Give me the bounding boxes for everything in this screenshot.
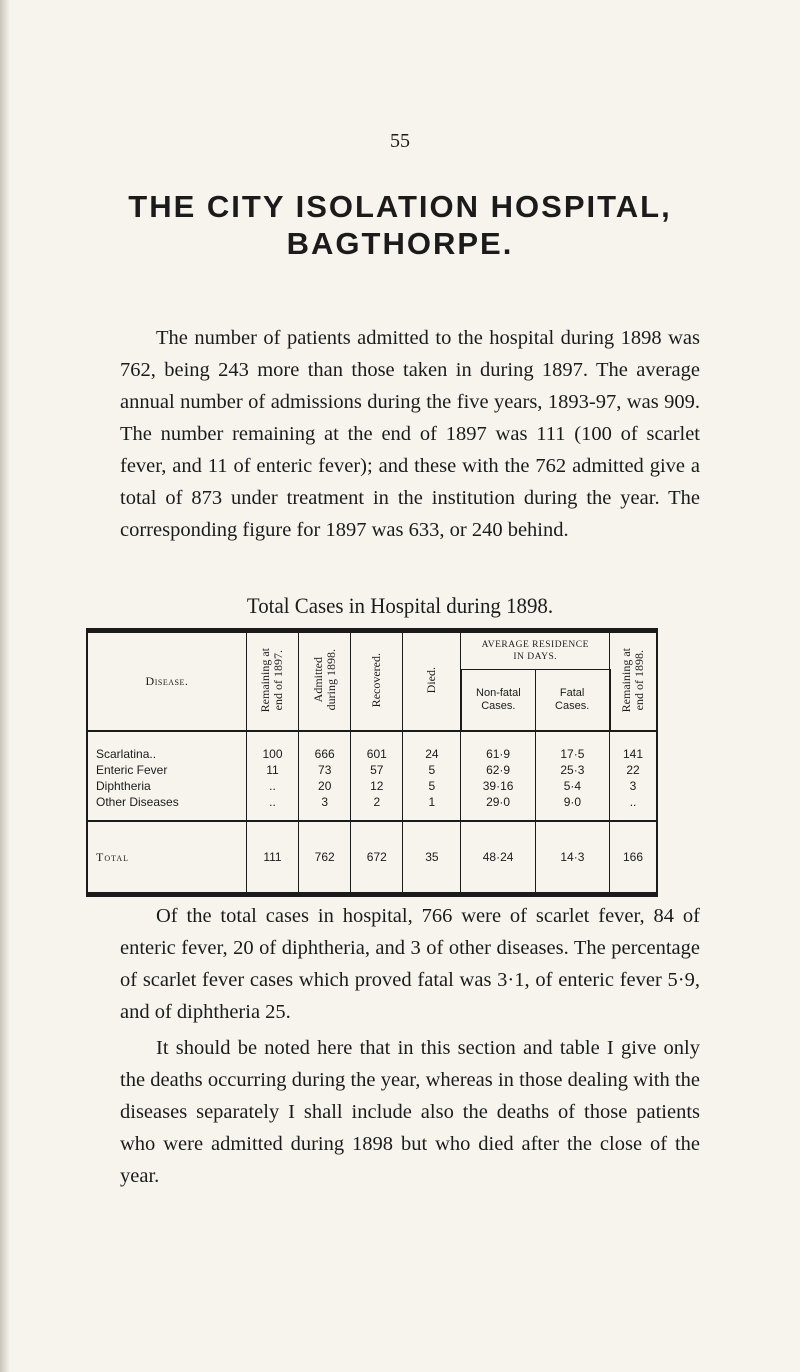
col-header-disease: Disease. xyxy=(87,631,246,732)
cell-remaining-1898: .. xyxy=(610,794,657,810)
cell-non-fatal: 62·9 xyxy=(461,762,535,778)
cell-died: 1 xyxy=(403,794,461,810)
cell-disease: Scarlatina.. xyxy=(87,746,246,762)
cell-disease: Diphtheria xyxy=(87,778,246,794)
cell-fatal: 17·5 xyxy=(535,746,609,762)
col-header-average-residence: AVERAGE RESIDENCE IN DAYS. xyxy=(461,631,610,670)
table-heading: Total Cases in Hospital during 1898. xyxy=(246,593,554,618)
cell-admitted: 73 xyxy=(299,762,351,778)
table-total-row xyxy=(87,821,657,895)
table-row xyxy=(87,794,657,810)
cell-fatal: 9·0 xyxy=(535,794,609,810)
cell-died: 24 xyxy=(403,746,461,762)
col-header-died: Died. xyxy=(403,631,461,732)
cell-remaining-1897: .. xyxy=(246,794,298,810)
cell-total-admitted: 762 xyxy=(299,821,351,895)
cell-fatal: 25·3 xyxy=(535,762,609,778)
table-row xyxy=(87,778,657,794)
section-title xyxy=(60,188,740,262)
cell-total-label: Total xyxy=(87,821,246,895)
section-title-line-1: THE CITY ISOLATION HOSPITAL, xyxy=(128,189,672,224)
paragraph-case-breakdown: Of the total cases in hospital, 766 were of scarlet fever, 84 of enteric fever, 20 of diphtheria, and 3 of other diseases. The percentage of scarlet fever cases which proved fatal was 3·1, of enteric fever 5·9, and of diphtheria 25. xyxy=(120,905,700,1023)
cell-admitted: 20 xyxy=(299,778,351,794)
col-header-recovered: Recovered. xyxy=(351,631,403,732)
cell-non-fatal: 39·16 xyxy=(461,778,535,794)
cell-non-fatal: 61·9 xyxy=(461,746,535,762)
cell-recovered: 2 xyxy=(351,794,403,810)
cell-total-remaining-1898: 166 xyxy=(610,821,657,895)
col-header-admitted: Admitted during 1898. xyxy=(299,631,351,732)
page-number: 55 xyxy=(390,130,410,152)
cell-remaining-1897: 100 xyxy=(246,746,298,762)
cell-disease: Enteric Fever xyxy=(87,762,246,778)
cell-remaining-1897: .. xyxy=(246,778,298,794)
cell-remaining-1897: 11 xyxy=(246,762,298,778)
col-header-fatal: Fatal Cases. xyxy=(535,670,609,732)
section-title-line-2: BAGTHORPE. xyxy=(286,226,514,262)
cell-total-remaining-1897: 111 xyxy=(246,821,298,895)
table-row xyxy=(87,746,657,762)
cell-fatal: 5·4 xyxy=(535,778,609,794)
cell-admitted: 3 xyxy=(299,794,351,810)
cell-remaining-1898: 22 xyxy=(610,762,657,778)
cell-died: 5 xyxy=(403,762,461,778)
cases-table xyxy=(86,628,658,897)
cell-total-non-fatal: 48·24 xyxy=(461,821,535,895)
cell-disease: Other Diseases xyxy=(87,794,246,810)
cell-total-fatal: 14·3 xyxy=(535,821,609,895)
cell-recovered: 12 xyxy=(351,778,403,794)
page-edge-shadow xyxy=(0,0,10,1372)
table-row xyxy=(87,762,657,778)
col-header-non-fatal: Non-fatal Cases. xyxy=(461,670,535,732)
cell-died: 5 xyxy=(403,778,461,794)
cell-remaining-1898: 3 xyxy=(610,778,657,794)
col-header-remaining-1897: Remaining at end of 1897. xyxy=(246,631,298,732)
cell-recovered: 601 xyxy=(351,746,403,762)
cell-non-fatal: 29·0 xyxy=(461,794,535,810)
cell-total-died: 35 xyxy=(403,821,461,895)
cell-total-recovered: 672 xyxy=(351,821,403,895)
cell-remaining-1898: 141 xyxy=(610,746,657,762)
cell-recovered: 57 xyxy=(351,762,403,778)
col-header-remaining-1898: Remaining at end of 1898. xyxy=(610,631,657,732)
paragraph-admissions: The number of patients admitted to the hospital during 1898 was 762, being 243 more than those taken in during 1897. The average annual number of admissions during the five years, 1893-97, was 909. The number remaining at the end of 1897 was 111 (100 of scarlet fever, and 11 of enteric fever); and these with the 762 admitted give a total of 873 under treatment in the institution during the year. The corresponding figure for 1897 was 633, or 240 behind. xyxy=(120,327,700,541)
paragraph-note-on-deaths: It should be noted here that in this section and table I give only the deaths occurring during the year, whereas in those dealing with the diseases separately I shall include also the deaths of those patients who were admitted during 1898 but who died after the close of the year. xyxy=(120,1037,700,1187)
cell-admitted: 666 xyxy=(299,746,351,762)
